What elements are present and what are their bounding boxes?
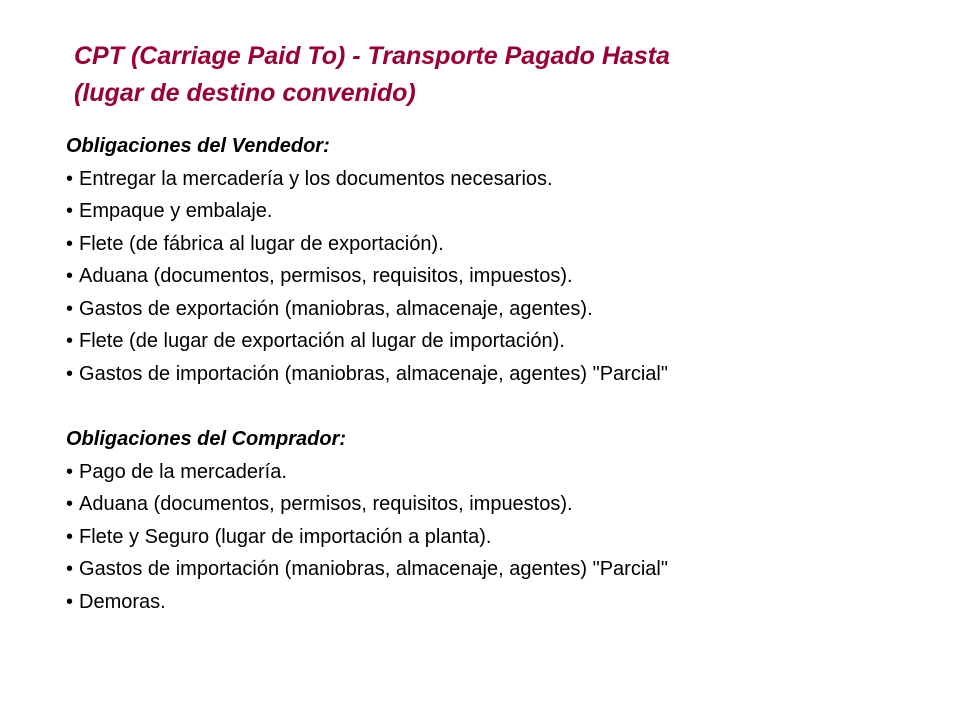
list-item-text: Empaque y embalaje. bbox=[79, 200, 273, 222]
list-item bbox=[66, 358, 946, 391]
list-item bbox=[66, 228, 946, 261]
list-item-text: Demoras. bbox=[79, 590, 166, 613]
bullet-icon: • bbox=[66, 167, 74, 190]
list-item bbox=[66, 195, 946, 228]
list-item-text: Flete y Seguro (lugar de importación a planta). bbox=[79, 525, 492, 548]
list-item-text: Aduana (documentos, permisos, requisitos, impuestos). bbox=[79, 493, 573, 515]
list-item bbox=[66, 260, 946, 293]
list-item bbox=[66, 488, 946, 521]
bullet-icon: • bbox=[66, 362, 74, 385]
bullet-icon: • bbox=[66, 232, 74, 255]
list-item bbox=[66, 456, 946, 489]
bullet-icon: • bbox=[66, 297, 74, 320]
list-item-text: Gastos de exportación (maniobras, almacenaje, agentes). bbox=[79, 297, 593, 320]
slide-title bbox=[74, 38, 934, 112]
bullet-icon: • bbox=[66, 265, 74, 287]
slide-content bbox=[66, 130, 946, 618]
bullet-icon: • bbox=[66, 460, 74, 483]
buyer-obligations-heading: Obligaciones del Comprador: bbox=[66, 428, 347, 450]
list-item-text: Pago de la mercadería. bbox=[79, 460, 287, 483]
list-item-text: Gastos de importación (maniobras, almacenaje, agentes) "Parcial" bbox=[79, 362, 668, 385]
list-item-text: Entregar la mercadería y los documentos necesarios. bbox=[79, 167, 553, 190]
seller-obligations-heading: Obligaciones del Vendedor: bbox=[66, 135, 330, 157]
list-item-text: Flete (de fábrica al lugar de exportación). bbox=[79, 232, 444, 255]
bullet-icon: • bbox=[66, 330, 74, 352]
list-item bbox=[66, 521, 946, 554]
list-item bbox=[66, 293, 946, 326]
list-item bbox=[66, 325, 946, 358]
list-item-text: Gastos de importación (maniobras, almacenaje, agentes) "Parcial" bbox=[79, 558, 668, 580]
bullet-icon: • bbox=[66, 558, 74, 580]
buyer-obligations-list bbox=[66, 456, 946, 619]
slide-title-line-2: (lugar de destino convenido) bbox=[74, 79, 416, 107]
bullet-icon: • bbox=[66, 493, 74, 515]
bullet-icon: • bbox=[66, 200, 74, 222]
list-item bbox=[66, 163, 946, 196]
bullet-icon: • bbox=[66, 590, 74, 613]
list-item-text: Aduana (documentos, permisos, requisitos, impuestos). bbox=[79, 265, 573, 287]
list-item bbox=[66, 586, 946, 619]
list-item bbox=[66, 553, 946, 586]
slide-title-line-1: CPT (Carriage Paid To) - Transporte Pagado Hasta bbox=[74, 42, 670, 70]
seller-obligations-list bbox=[66, 163, 946, 391]
bullet-icon: • bbox=[66, 525, 74, 548]
section-spacer bbox=[66, 390, 946, 423]
list-item-text: Flete (de lugar de exportación al lugar de importación). bbox=[79, 330, 565, 352]
